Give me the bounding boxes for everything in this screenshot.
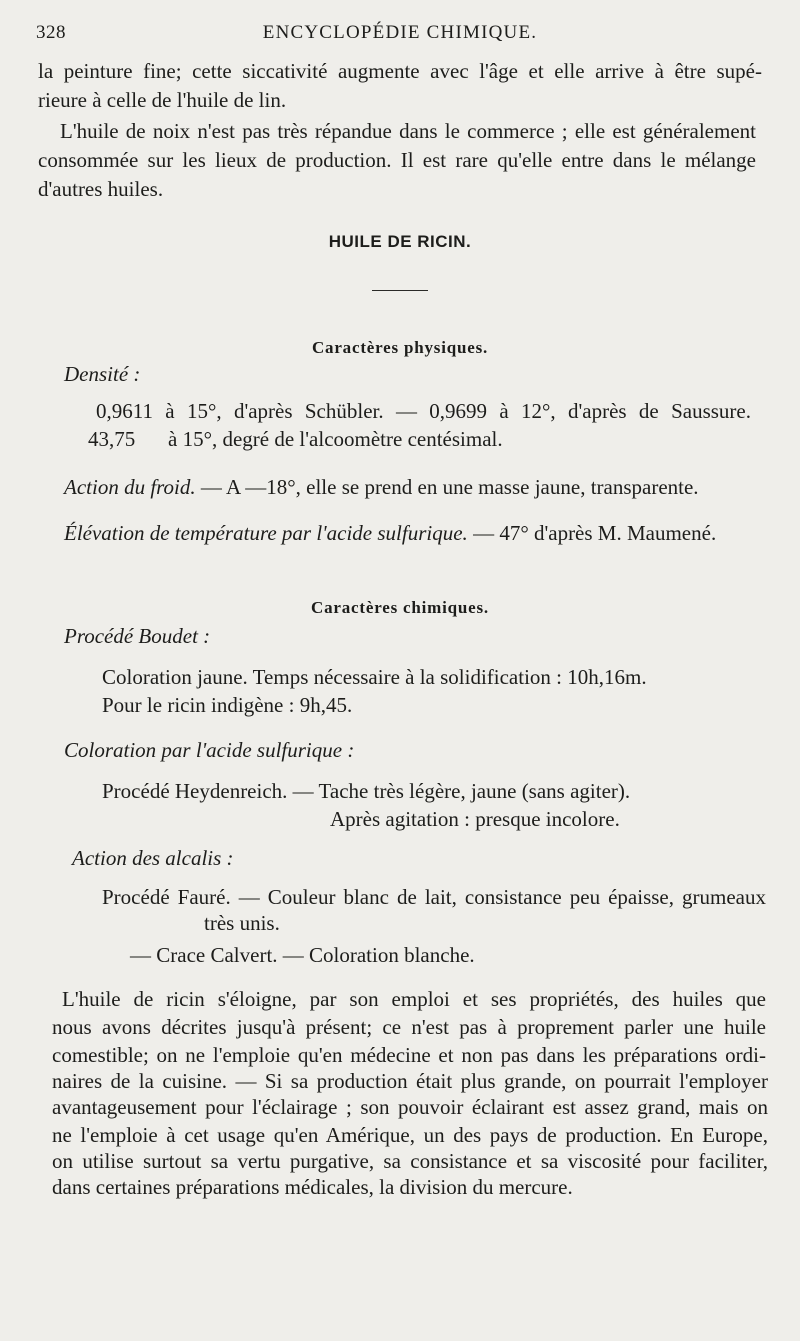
intro-line-5: d'autres huiles. (38, 177, 164, 201)
faure-line-2: très unis. (204, 911, 280, 935)
closing-line-7: on utilise surtout sa vertu purgative, sa consistance et sa viscosité pour faciliter, (52, 1149, 768, 1173)
temperature-rise-line (64, 518, 716, 549)
alkali-action-label: Action des alcalis : (72, 846, 234, 870)
temperature-rise-label: Élévation de température par l'acide sulfurique. (64, 521, 468, 545)
sulfuric-coloration-label: Coloration par l'acide sulfurique : (64, 738, 355, 762)
page-number: 328 (36, 22, 66, 43)
cold-action-label: Action du froid. (64, 475, 196, 499)
closing-line-6: ne l'emploie à cet usage qu'en Amérique, un des pays de production. En Europe, (52, 1123, 768, 1147)
temperature-rise-text: — 47° d'après M. Maumené. (473, 521, 717, 545)
heydenreich-line-2: Après agitation : presque incolore. (330, 807, 620, 831)
cold-action-line (64, 472, 699, 503)
physical-properties-heading: Caractères physiques. (311, 338, 489, 357)
closing-line-5: avantageusement pour l'éclairage ; son pouvoir éclairant est assez grand, mais on (52, 1095, 768, 1119)
closing-line-3: comestible; on ne l'emploie qu'en médecine et non pas dans les préparations ordi- (52, 1043, 766, 1067)
faure-line-1: Procédé Fauré. — Couleur blanc de lait, consistance peu épaisse, grumeaux (102, 885, 766, 909)
boudet-line-2: Pour le ricin indigène : 9h,45. (102, 693, 353, 717)
section-divider (372, 290, 428, 291)
calvert-line: — Crace Calvert. — Coloration blanche. (130, 943, 475, 967)
closing-line-8: dans certaines préparations médicales, la division du mercure. (52, 1175, 573, 1199)
density-line-2-text: à 15°, degré de l'alcoomètre centésimal. (168, 427, 503, 451)
running-title: ENCYCLOPÉDIE CHIMIQUE. (262, 22, 538, 43)
intro-line-4: consommée sur les lieux de production. Il est rare qu'elle entre dans le mélange (38, 148, 756, 172)
closing-line-4: naires de la cuisine. — Si sa production était plus grande, on pourrait l'employer (52, 1069, 768, 1093)
intro-line-1: la peinture fine; cette siccativité augmente avec l'âge et elle arrive à être supé- (38, 59, 762, 83)
section-title: HUILE DE RICIN. (328, 232, 472, 251)
closing-line-2: nous avons décrites jusqu'à présent; ce n'est pas à proprement parler une huile (52, 1015, 766, 1039)
boudet-label: Procédé Boudet : (64, 624, 211, 648)
density-line-1: 0,9611 à 15°, d'après Schübler. — 0,9699 à 12°, d'après de Saussure. (96, 399, 751, 423)
intro-line-3: L'huile de noix n'est pas très répandue dans le commerce ; elle est généralement (60, 119, 756, 143)
chemical-properties-heading: Caractères chimiques. (311, 598, 489, 617)
density-line-2-value: 43,75 (88, 427, 136, 451)
boudet-line-1: Coloration jaune. Temps nécessaire à la solidification : 10h,16m. (102, 665, 647, 689)
cold-action-text: — A —18°, elle se prend en une masse jaune, transparente. (200, 475, 699, 499)
intro-line-2: rieure à celle de l'huile de lin. (38, 88, 287, 112)
density-label: Densité : (64, 362, 141, 386)
heydenreich-line-1: Procédé Heydenreich. — Tache très légère, jaune (sans agiter). (102, 779, 631, 803)
closing-line-1: L'huile de ricin s'éloigne, par son emploi et ses propriétés, des huiles que (62, 987, 766, 1011)
